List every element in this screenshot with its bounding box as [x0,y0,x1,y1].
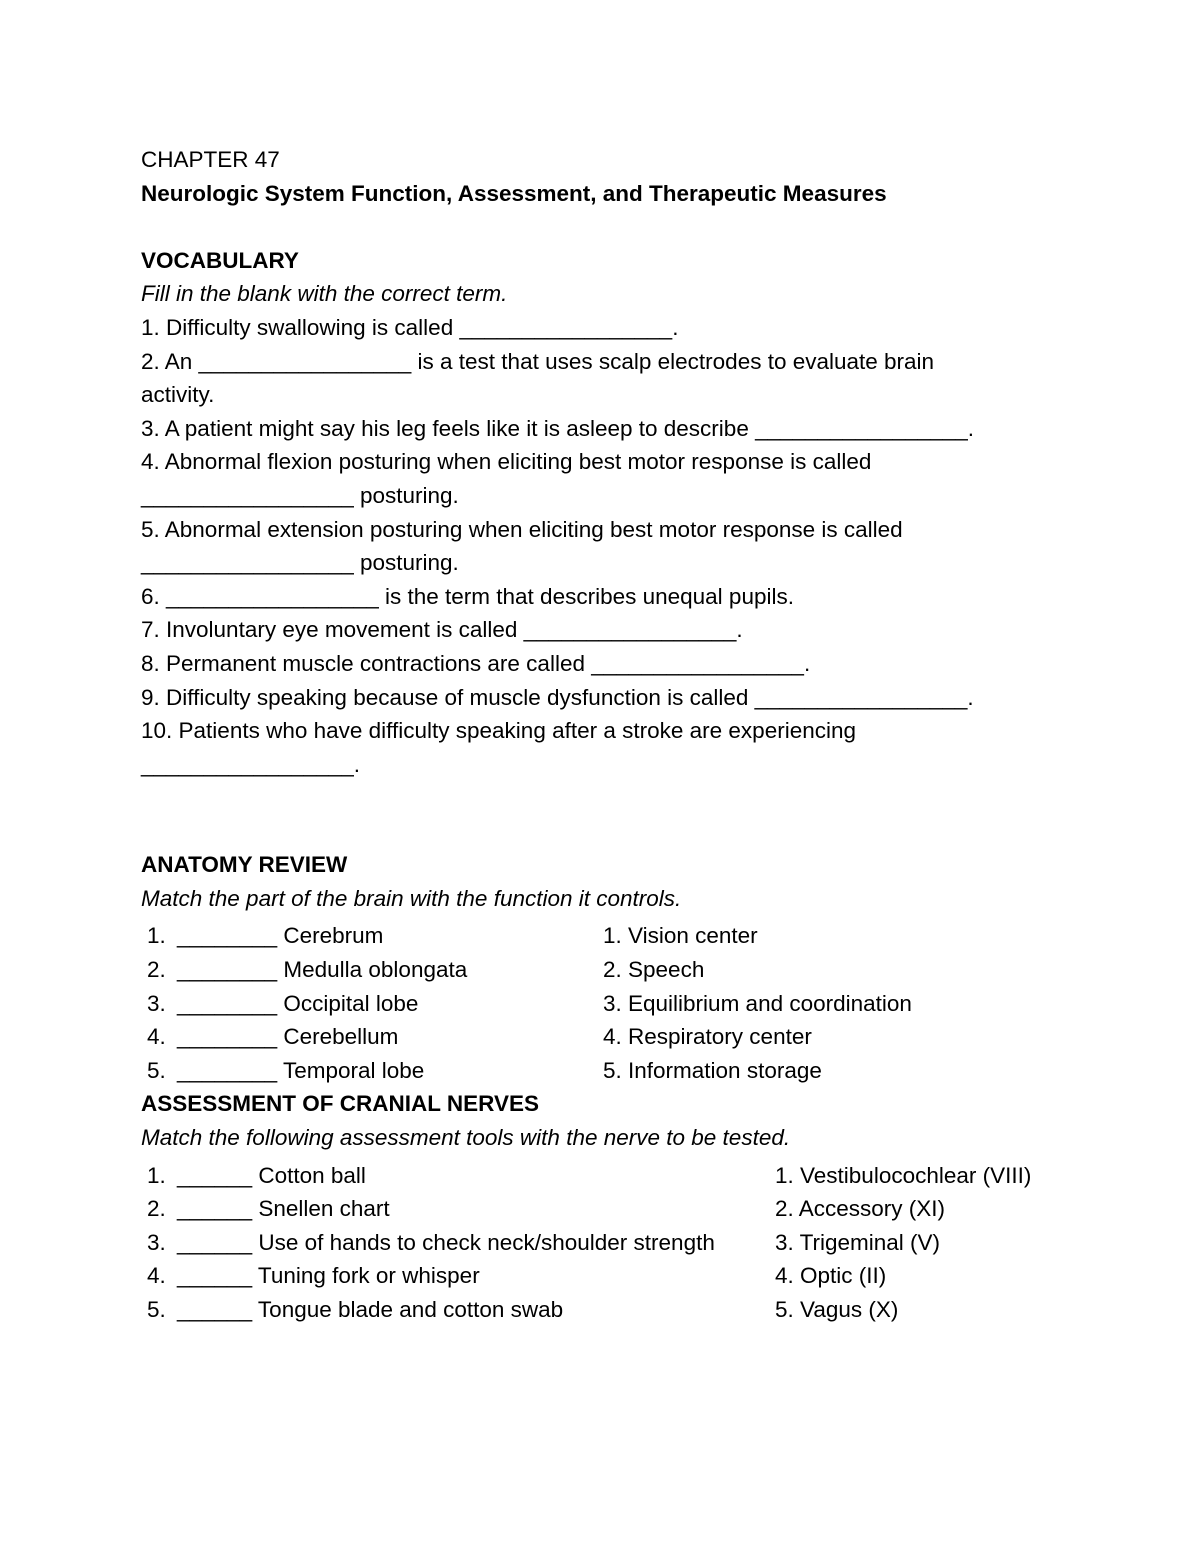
vocabulary-instruction: Fill in the blank with the correct term. [141,281,508,307]
cranial-nerve: 2. Accessory (XI) [775,1196,946,1222]
assessment-tool: ______ Tongue blade and cotton swab [177,1297,564,1322]
vocab-line: _________________. [141,751,360,777]
list-item [147,1226,1141,1260]
worksheet-page [141,143,1141,1327]
cranial-nerve: 4. Optic (II) [775,1263,887,1289]
vocabulary-list [141,311,1141,781]
assessment-tool: ______ Cotton ball [177,1162,366,1188]
vocab-line: 4. Abnormal flexion posturing when eliciting best motor response is called [141,449,872,475]
brain-part: ________ Cerebrum [177,923,384,949]
list-item [147,1293,1141,1327]
chapter-label: CHAPTER 47 [141,147,280,172]
vocab-line: 9. Difficulty speaking because of muscle dysfunction is called _________________. [141,684,974,710]
vocab-line: activity. [141,382,215,408]
vocabulary-heading: VOCABULARY [141,247,299,273]
list-item [147,1159,1141,1193]
vocab-line: 10. Patients who have difficulty speaking after a stroke are experiencing [141,718,857,744]
item-number: 1. [147,1162,166,1188]
brain-function: 5. Information storage [603,1057,822,1083]
item-number: 4. [147,1263,166,1289]
anatomy-instruction: Match the part of the brain with the function it controls. [141,885,682,911]
list-item [147,953,1141,987]
item-number: 1. [147,923,166,949]
vocab-line: _________________ posturing. [141,550,459,576]
brain-part: ________ Cerebellum [177,1024,399,1050]
brain-part: ________ Occipital lobe [177,990,419,1016]
cranial-nerve: 5. Vagus (X) [775,1297,899,1322]
list-item [147,1020,1141,1054]
item-number: 3. [147,990,166,1016]
brain-function: 3. Equilibrium and coordination [603,990,912,1016]
item-number: 4. [147,1024,166,1050]
brain-function: 4. Respiratory center [603,1024,812,1050]
list-item [147,1054,1141,1088]
vocab-line: 3. A patient might say his leg feels like it is asleep to describe _________________. [141,415,975,441]
item-number: 2. [147,957,166,983]
list-item [147,919,1141,953]
vocab-line: 1. Difficulty swallowing is called _________________. [141,314,679,340]
assessment-tool: ______ Use of hands to check neck/shoulder strength [177,1229,715,1255]
list-item [147,1192,1141,1226]
cranial-nerve: 3. Trigeminal (V) [775,1229,941,1255]
vocab-line: 2. An _________________ is a test that uses scalp electrodes to evaluate brain [141,348,935,374]
brain-part: ________ Temporal lobe [177,1057,425,1083]
brain-part: ________ Medulla oblongata [177,957,468,983]
vocab-line: 5. Abnormal extension posturing when eliciting best motor response is called [141,516,903,542]
cranial-matching-list [147,1159,1141,1327]
anatomy-matching-list [147,919,1141,1087]
brain-function: 2. Speech [603,957,705,983]
vocab-line: 7. Involuntary eye movement is called _________________. [141,617,743,643]
item-number: 2. [147,1196,166,1222]
vocab-line: _________________ posturing. [141,482,459,508]
cranial-heading: ASSESSMENT OF CRANIAL NERVES [141,1091,539,1117]
list-item [147,987,1141,1021]
list-item [147,1259,1141,1293]
brain-function: 1. Vision center [603,923,758,949]
vocab-line: 8. Permanent muscle contractions are called _________________. [141,650,811,676]
item-number: 3. [147,1229,166,1255]
assessment-tool: ______ Snellen chart [177,1196,390,1222]
vocab-line: 6. _________________ is the term that describes unequal pupils. [141,583,794,609]
item-number: 5. [147,1297,166,1322]
cranial-nerve: 1. Vestibulocochlear (VIII) [775,1162,1032,1188]
item-number: 5. [147,1057,166,1083]
cranial-instruction: Match the following assessment tools with the nerve to be tested. [141,1125,791,1151]
assessment-tool: ______ Tuning fork or whisper [177,1263,480,1289]
anatomy-heading: ANATOMY REVIEW [141,852,348,878]
chapter-title: Neurologic System Function, Assessment, and Therapeutic Measures [141,180,887,206]
